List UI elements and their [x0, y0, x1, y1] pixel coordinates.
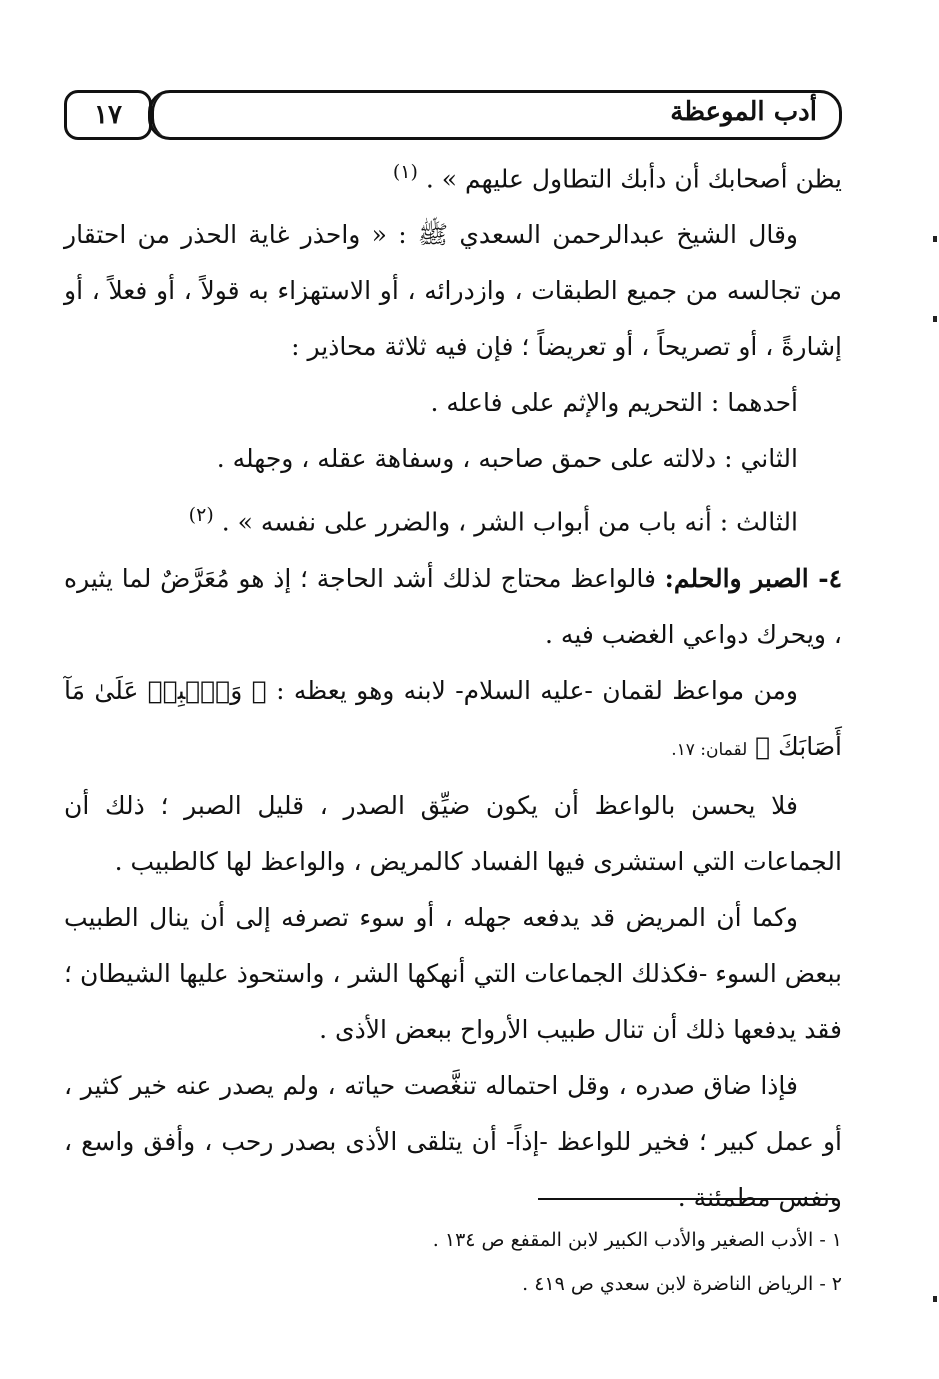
- paragraph: [64, 663, 842, 778]
- paragraph: وكما أن المريض قد يدفعه جهله ، أو سوء تصرفه إلى أن ينال الطبيب ببعض السوء -فكذلك الجماعات التي أنهكها الشر ، واستحوذ عليها الشيطان ؛ فقد يدفعها ذلك أن تنال طبيب الأرواح ببعض الأذى .: [64, 902, 842, 1044]
- paragraph-text: فالواعظ محتاج لذلك أشد الحاجة ؛ إذ هو مُعَرَّضٌ لما يثيره ، ويحرك دواعي الغضب فيه .: [64, 563, 842, 649]
- scan-edge-mark: [933, 1296, 937, 1302]
- footnote: ١ - الأدب الصغير والأدب الكبير لابن المقفع ص ١٣٤ .: [432, 1229, 842, 1251]
- paragraph-text: يظن أصحابك أن دأبك التطاول عليهم » .: [425, 164, 842, 194]
- paragraph-text: الثالث : أنه باب من أبواب الشر ، والضرر على نفسه » .: [221, 507, 798, 537]
- paragraph: فإذا ضاق صدره ، وقل احتماله تنغَّصت حياته ، ولم يصدر عنه خير كثير ، أو عمل كبير ؛ فخير للواعظ -إذاً- أن يتلقى الأذى بصدر رحب ، وأفق واسع ، ونفس مطمئنة .: [64, 1070, 842, 1212]
- quran-quote: ومن مواعظ لقمان -عليه السلام- لابنه وهو يعظه : ﴿ وَٱصۡبِرۡ عَلَىٰ مَآ أَصَابَكَ ﴾: [64, 675, 842, 761]
- section-heading: ٤- الصبر والحلم:: [664, 563, 843, 593]
- footnote-marker: (١): [392, 161, 418, 183]
- paragraph: الثاني : دلالته على حمق صاحبه ، وسفاهة عقله ، وجهله .: [216, 444, 798, 474]
- paragraph: أحدهما : التحريم والإثم على فاعله .: [430, 388, 798, 418]
- paragraph: [64, 487, 842, 550]
- page-number: ١٧: [94, 100, 122, 130]
- paragraph: وقال الشيخ عبدالرحمن السعدي ﷺ : « واحذر غاية الحذر من احتقار من تجالسه من جميع الطبقات ، وازدرائه ، أو الاستهزاء به قولاً ، أو فعلاً ، أو إشارةً ، أو تصريحاً ، أو تعريضاً ؛ فإن فيه ثلاثة محاذير :: [64, 220, 842, 362]
- paragraph: [64, 551, 842, 663]
- quran-reference: لقمان: ١٧.: [671, 739, 748, 760]
- scan-edge-mark: [933, 236, 937, 242]
- footnotes: [64, 1218, 842, 1306]
- paragraph: [64, 144, 842, 207]
- scan-edge-mark: [933, 316, 937, 322]
- footnote: ٢ - الرياض الناضرة لابن سعدي ص ٤١٩ .: [522, 1273, 842, 1295]
- paragraph: فلا يحسن بالواعظ أن يكون ضيِّق الصدر ، قليل الصبر ؛ ذلك أن الجماعات التي استشرى فيها الفساد كالمريض ، والواعظ لها كالطبيب .: [64, 790, 842, 876]
- running-title-box: [148, 90, 842, 140]
- page-number-box: [64, 90, 152, 140]
- footnote-divider: [538, 1198, 836, 1200]
- footnote-marker: (٢): [188, 504, 214, 527]
- running-title: أدب الموعظة: [670, 97, 817, 127]
- page-header: [64, 90, 842, 138]
- page-body: [64, 144, 842, 1226]
